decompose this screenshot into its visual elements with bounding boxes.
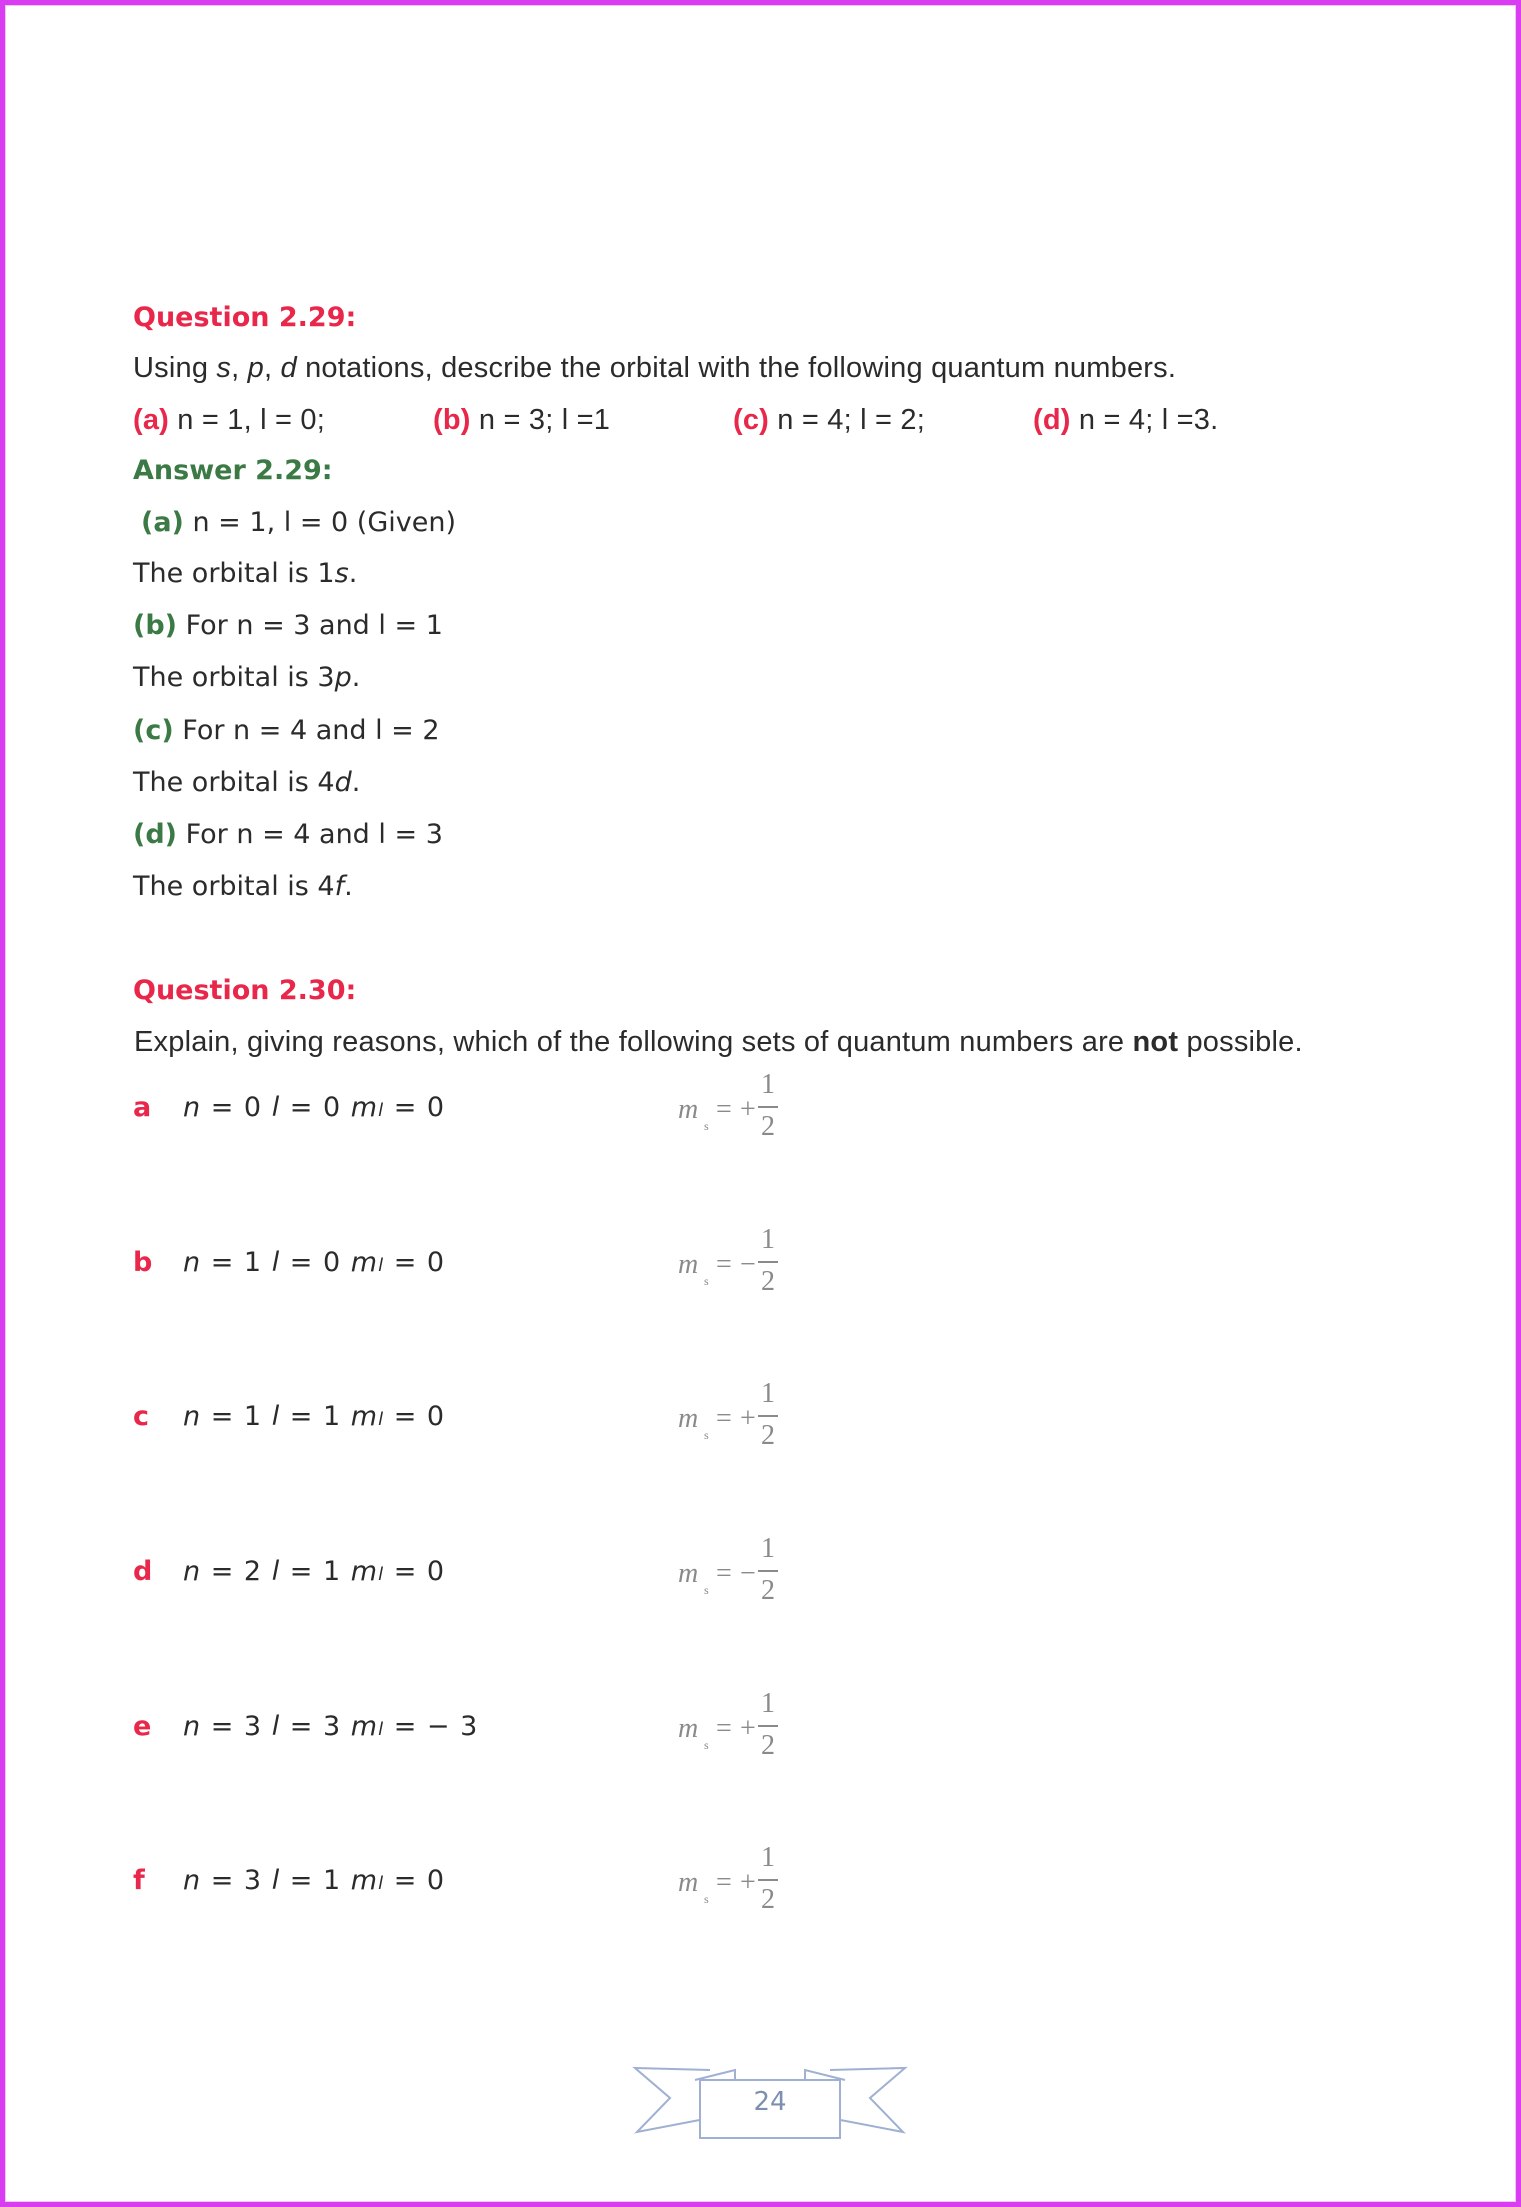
set-expression: n = 0 l = 0 ml = 0 bbox=[183, 1092, 446, 1123]
answer-item-a-condition: (a) n = 1, l = 0 (Given) bbox=[141, 507, 456, 538]
spin-quantum-number: m s = − 1 2 bbox=[678, 1223, 798, 1303]
set-expression: n = 3 l = 1 ml = 0 bbox=[183, 1865, 446, 1896]
option-a-text: n = 1, l = 0; bbox=[169, 404, 326, 436]
option-c: (c) n = 4; l = 2; bbox=[733, 404, 926, 436]
answer-item-c-condition: (c) For n = 4 and l = 2 bbox=[133, 715, 440, 746]
answer-2-29-title: Answer 2.29: bbox=[133, 455, 333, 486]
set-expression: n = 2 l = 1 ml = 0 bbox=[183, 1556, 446, 1587]
option-b-text: n = 3; l =1 bbox=[470, 404, 611, 436]
spin-quantum-number: m s = + 1 2 bbox=[678, 1377, 798, 1457]
question-2-30-prompt: Explain, giving reasons, which of the following sets of quantum numbers are not possible. bbox=[134, 1026, 1303, 1058]
spin-quantum-number: m s = − 1 2 bbox=[678, 1532, 798, 1612]
page-number-ribbon bbox=[625, 2050, 915, 2150]
option-d: (d) n = 4; l =3. bbox=[1033, 404, 1219, 436]
set-letter: a bbox=[133, 1092, 152, 1123]
answer-item-d-result: The orbital is 4f. bbox=[133, 871, 353, 902]
set-expression: n = 1 l = 1 ml = 0 bbox=[183, 1401, 446, 1432]
page-number: 24 bbox=[753, 2087, 787, 2117]
question-2-29-prompt: Using s, p, d notations, describe the orbital with the following quantum numbers. bbox=[133, 352, 1177, 384]
set-letter: b bbox=[133, 1247, 153, 1278]
spin-quantum-number: m s = + 1 2 bbox=[678, 1841, 798, 1921]
question-2-29-title: Question 2.29: bbox=[133, 302, 357, 333]
spin-quantum-number: m s = + 1 2 bbox=[678, 1068, 798, 1148]
question-2-30-title: Question 2.30: bbox=[133, 975, 357, 1006]
set-expression: n = 1 l = 0 ml = 0 bbox=[183, 1247, 446, 1278]
set-letter: f bbox=[133, 1865, 145, 1896]
set-expression: n = 3 l = 3 ml = − 3 bbox=[183, 1711, 479, 1742]
answer-item-b-result: The orbital is 3p. bbox=[133, 662, 361, 693]
option-c-text: n = 4; l = 2; bbox=[769, 404, 926, 436]
question-2-29-options bbox=[133, 402, 1433, 438]
answer-item-d-condition: (d) For n = 4 and l = 3 bbox=[133, 819, 443, 850]
set-letter: c bbox=[133, 1401, 150, 1432]
spin-quantum-number: m s = + 1 2 bbox=[678, 1687, 798, 1767]
option-d-text: n = 4; l =3. bbox=[1070, 404, 1219, 436]
answer-item-b-condition: (b) For n = 3 and l = 1 bbox=[133, 610, 443, 641]
option-b: (b) n = 3; l =1 bbox=[433, 404, 611, 436]
set-letter: d bbox=[133, 1556, 153, 1587]
option-a: (a) n = 1, l = 0; bbox=[133, 404, 326, 436]
answer-item-a-result: The orbital is 1s. bbox=[133, 558, 358, 589]
set-letter: e bbox=[133, 1711, 152, 1742]
answer-item-c-result: The orbital is 4d. bbox=[133, 767, 361, 798]
